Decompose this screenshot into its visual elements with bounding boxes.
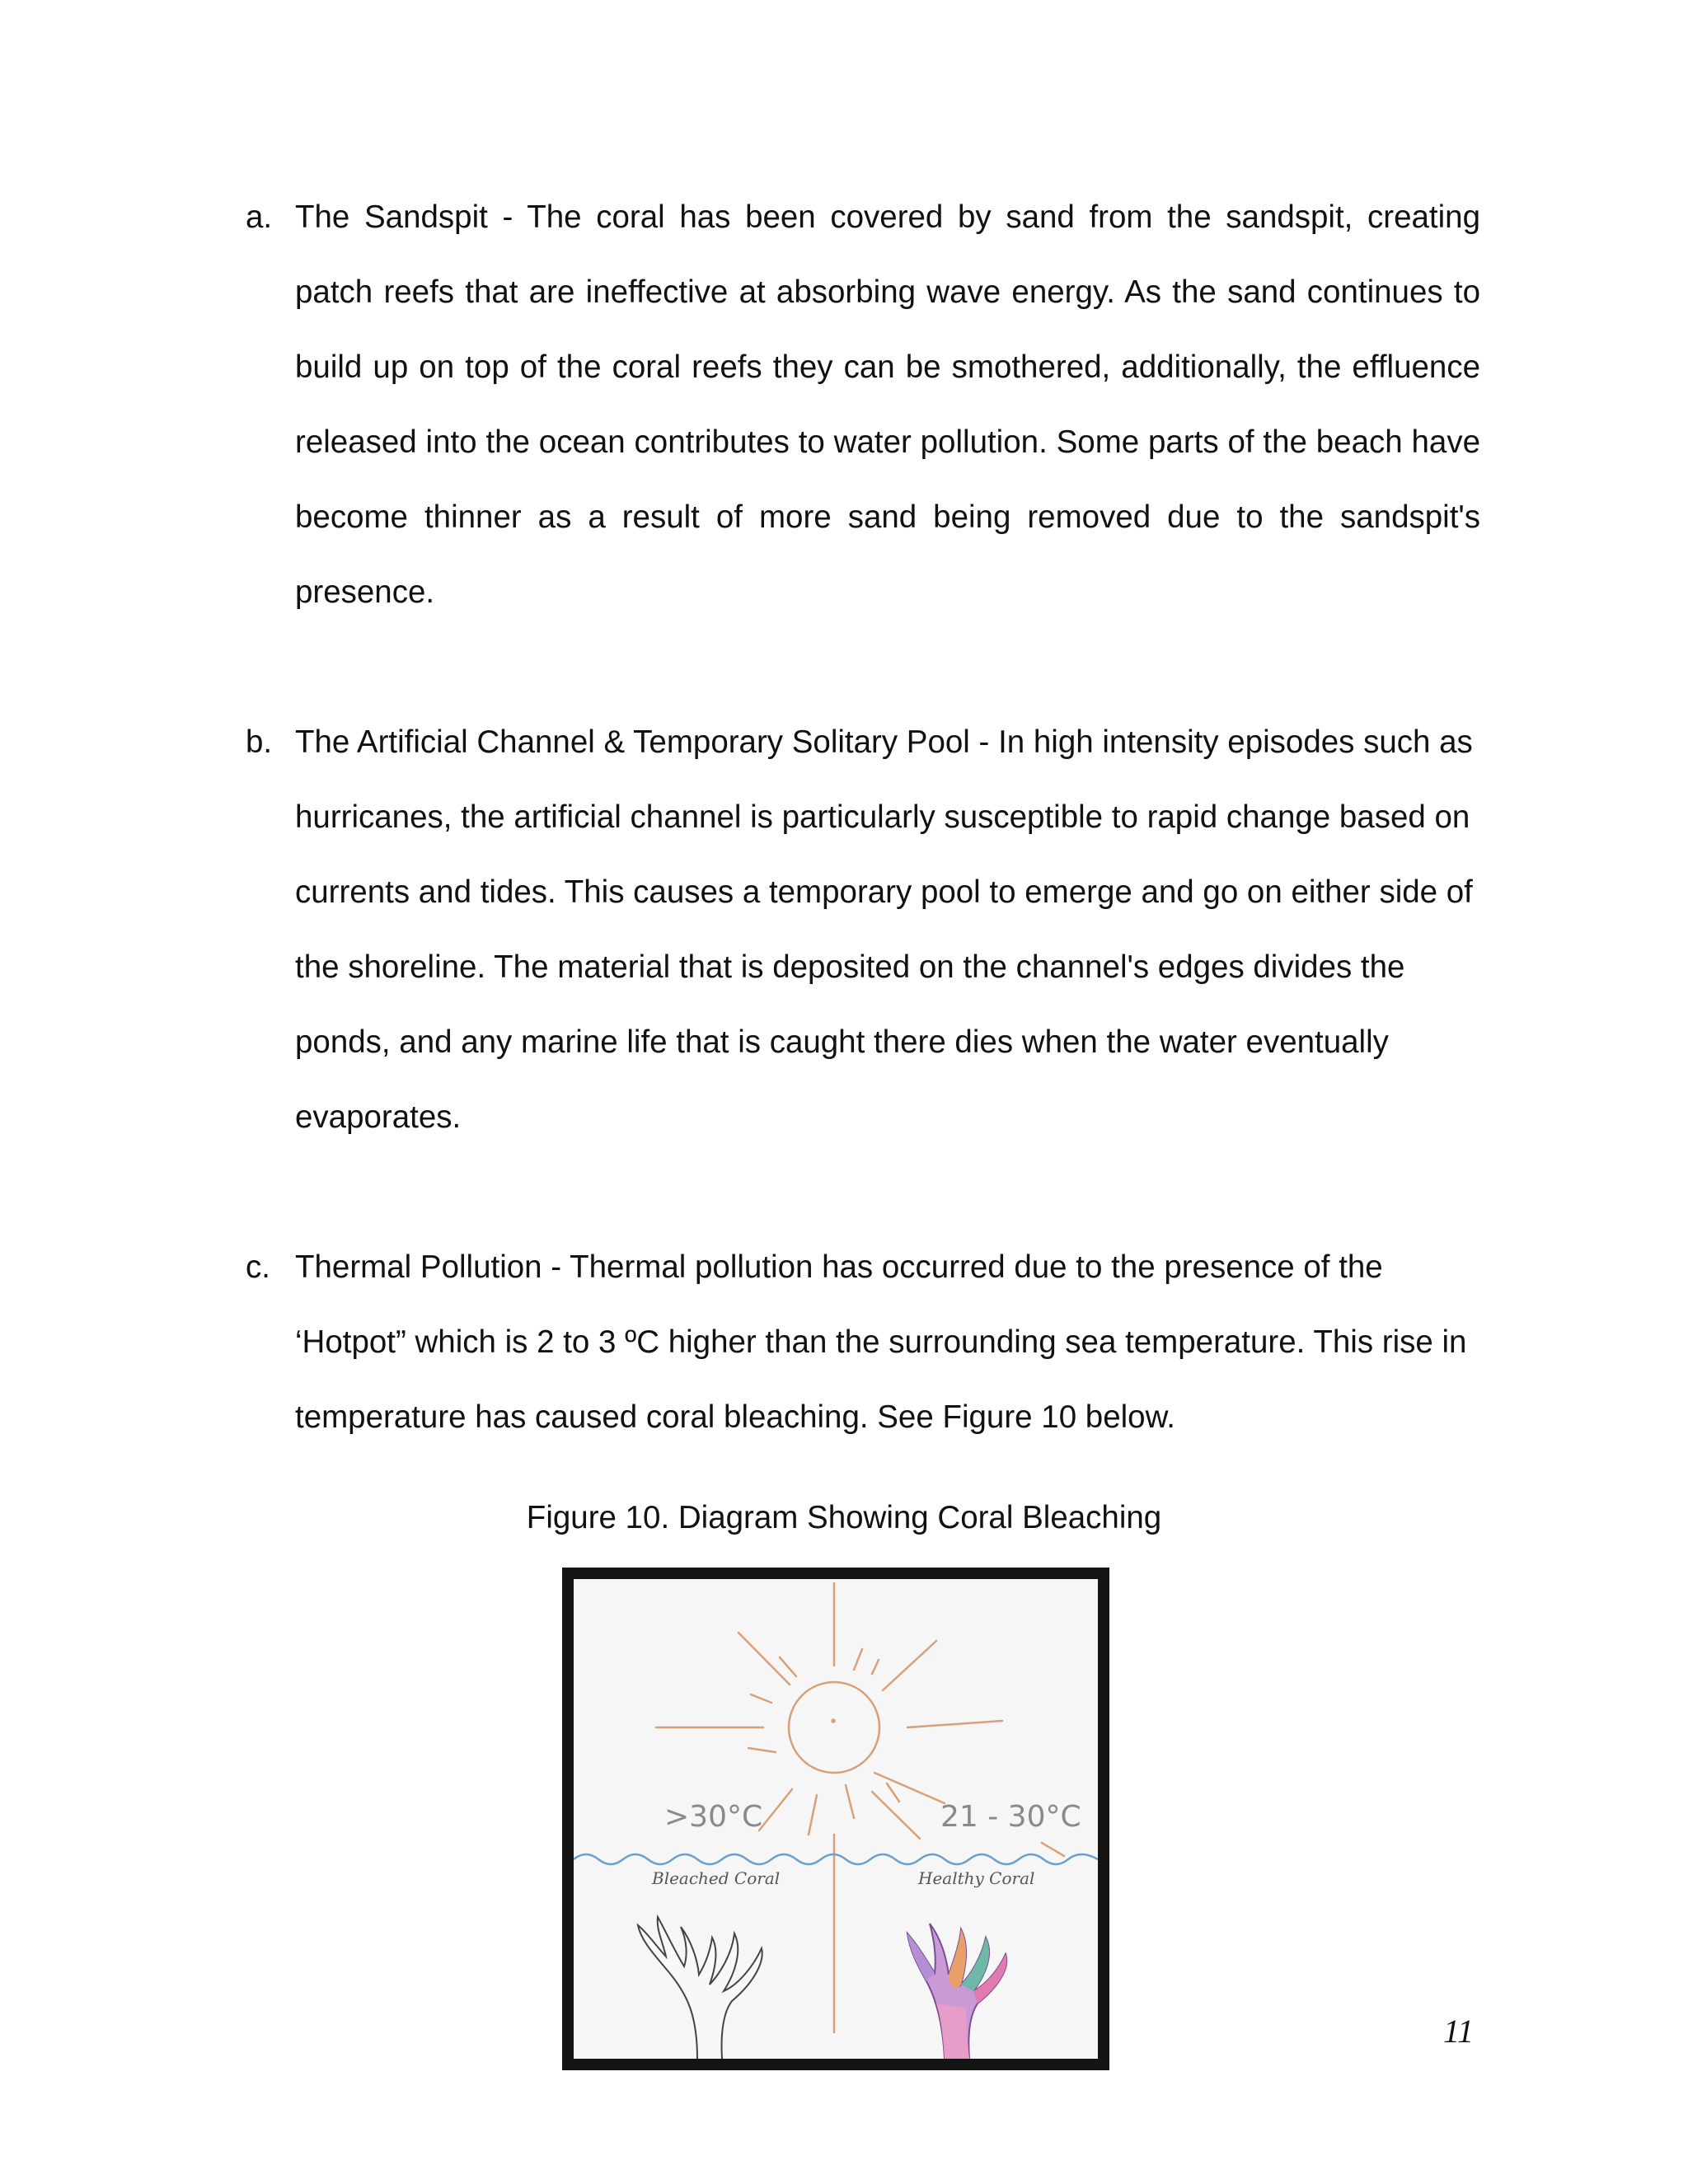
list-marker: c. — [246, 1249, 270, 1285]
list-item-text: Thermal Pollution - Thermal pollution has occurred due to the presence of the ‘Hotpot” which is 2 to 3 ºC higher than the surrounding sea temperature. This rise in temperature has caused coral bleaching. See Figure 10 below. — [295, 1249, 1467, 1435]
list-marker: b. — [246, 724, 273, 760]
page-number: 11 — [1442, 2013, 1474, 2050]
hot-temperature-label: >30°C — [664, 1800, 763, 1834]
list-item-text: The Artificial Channel & Temporary Solitary Pool - In high intensity episodes such as hurricanes, the artificial channel is particularly susceptible to rapid change based on currents and tides. This causes a temporary pool to emerge and go on either side of the shoreline. The material that is deposited on the channel's edges divides the ponds, and any marine life that is caught there dies when the water eventually evaporates. — [295, 724, 1473, 1135]
normal-temperature-label: 21 - 30°C — [940, 1800, 1081, 1834]
figure-caption: Figure 10. Diagram Showing Coral Bleaching — [526, 1500, 1162, 1535]
bleached-coral-icon — [638, 1917, 762, 2059]
list-item-text: The Sandspit - The coral has been covered by sand from the sandspit, creating patch reefs that are ineffective at absorbing wave energy. As the sand continues to build up on top of the coral reefs they can be smothered, additionally, the effluence released into the ocean contributes to water pollution. Some parts of the beach have become thinner as a result of more sand being removed due to the sandspit's presence. — [295, 199, 1480, 610]
list-marker: a. — [246, 199, 273, 235]
water-line — [574, 1854, 1098, 1864]
bleached-coral-label: Bleached Coral — [652, 1868, 781, 1888]
healthy-coral-icon — [907, 1924, 1006, 2059]
healthy-coral-label: Healthy Coral — [918, 1868, 1035, 1888]
coral-bleaching-figure — [562, 1568, 1109, 2070]
coral-bleaching-drawing — [574, 1579, 1098, 2059]
